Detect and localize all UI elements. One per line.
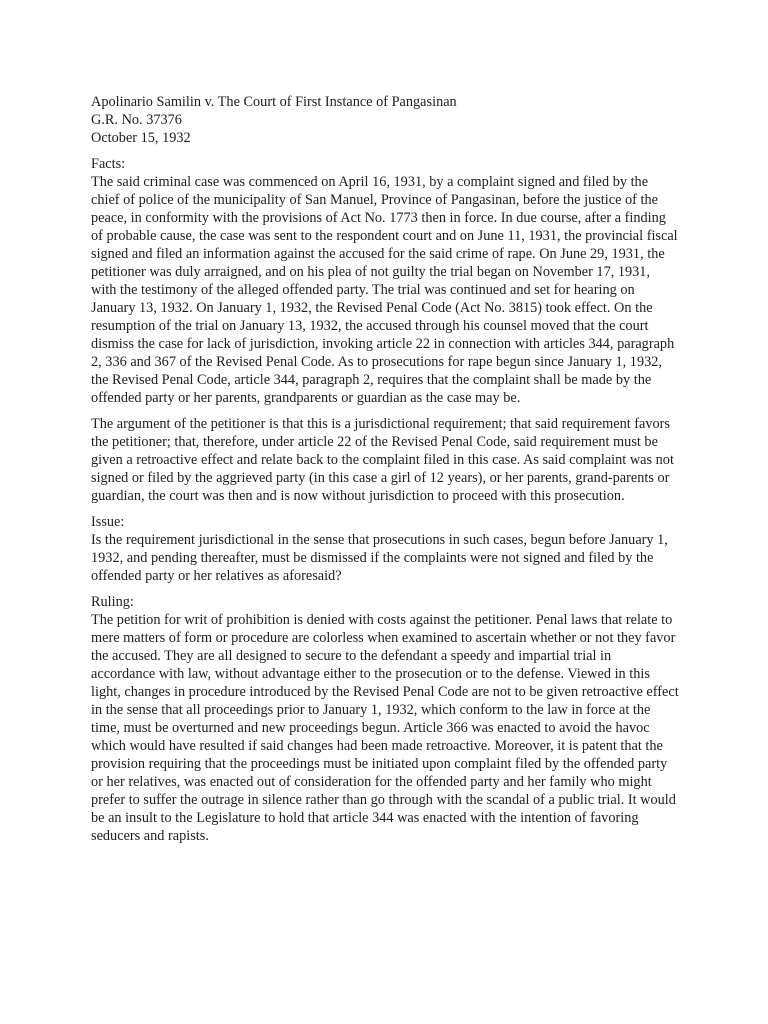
spacer [91,585,679,593]
ruling-paragraph: The petition for writ of prohibition is denied with costs against the petitioner. Penal laws that relate to mere matters of form or procedure are colorless when examined to ascertain whether or not they favor the accused. They are all designed to secure to the defendant a speedy and impartial trial in accordance with law, without advantage either to the prosecution or to the defense. Viewed in this light, changes in procedure introduced by the Revised Penal Code are not to be given retroactive effect in the sense that all proceedings prior to January 1, 1932, which conform to the law in force at the time, must be overturned and new proceedings begun. Article 366 was enacted to avoid the havoc which would have resulted if said changes had been made retroactive. Moreover, it is patent that the provision requiring that the proceedings must be initiated upon complaint filed by the offended party or her relatives, was enacted out of consideration for the offended party and her family who might prefer to suffer the outrage in silence rather than go through with the scandal of a public trial. It would be an insult to the Legislature to hold that article 344 was enacted with the intention of favoring seducers and rapists. [91,612,679,844]
document-body [91,93,679,845]
case-title: Apolinario Samilin v. The Court of First Instance of Pangasinan [91,94,457,110]
issue-heading: Issue: [91,514,125,530]
spacer [91,147,679,155]
facts-paragraph-1: The said criminal case was commenced on April 16, 1931, by a complaint signed and filed by the chief of police of the municipality of San Manuel, Province of Pangasinan, before the justice of the peace, in conformity with the provisions of Act No. 1773 then in force. In due course, after a finding of probable cause, the case was sent to the respondent court and on June 11, 1931, the provincial fiscal signed and filed an information against the accused for the said crime of rape. On June 29, 1931, the petitioner was duly arraigned, and on his plea of not guilty the trial began on November 17, 1931, with the testimony of the alleged offended party. The trial was continued and set for hearing on January 13, 1932. On January 1, 1932, the Revised Penal Code (Act No. 3815) took effect. On the resumption of the trial on January 13, 1932, the accused through his counsel moved that the court dismiss the case for lack of jurisdiction, invoking article 22 in connection with articles 344, paragraph 2, 336 and 367 of the Revised Penal Code. As to prosecutions for rape begun since January 1, 1932, the Revised Penal Code, article 344, paragraph 2, requires that the complaint shall be made by the offended party or her parents, grandparents or guardian as the case may be. [91,174,678,406]
decision-date: October 15, 1932 [91,130,191,146]
spacer [91,407,679,415]
facts-heading: Facts: [91,156,126,172]
gr-number: G.R. No. 37376 [91,112,182,128]
issue-paragraph: Is the requirement jurisdictional in the sense that prosecutions in such cases, begun before January 1, 1932, and pending thereafter, must be dismissed if the complaints were not signed and filed by the offended party or her relatives as aforesaid? [91,532,668,584]
ruling-heading: Ruling: [91,594,134,610]
facts-paragraph-2: The argument of the petitioner is that this is a jurisdictional requirement; that said requirement favors the petitioner; that, therefore, under article 22 of the Revised Penal Code, said requirement must be given a retroactive effect and relate back to the complaint filed in this case. As said complaint was not signed or filed by the aggrieved party (in this case a girl of 12 years), or her parents, grand-parents or guardian, the court was then and is now without jurisdiction to proceed with this prosecution. [91,416,674,504]
spacer [91,505,679,513]
